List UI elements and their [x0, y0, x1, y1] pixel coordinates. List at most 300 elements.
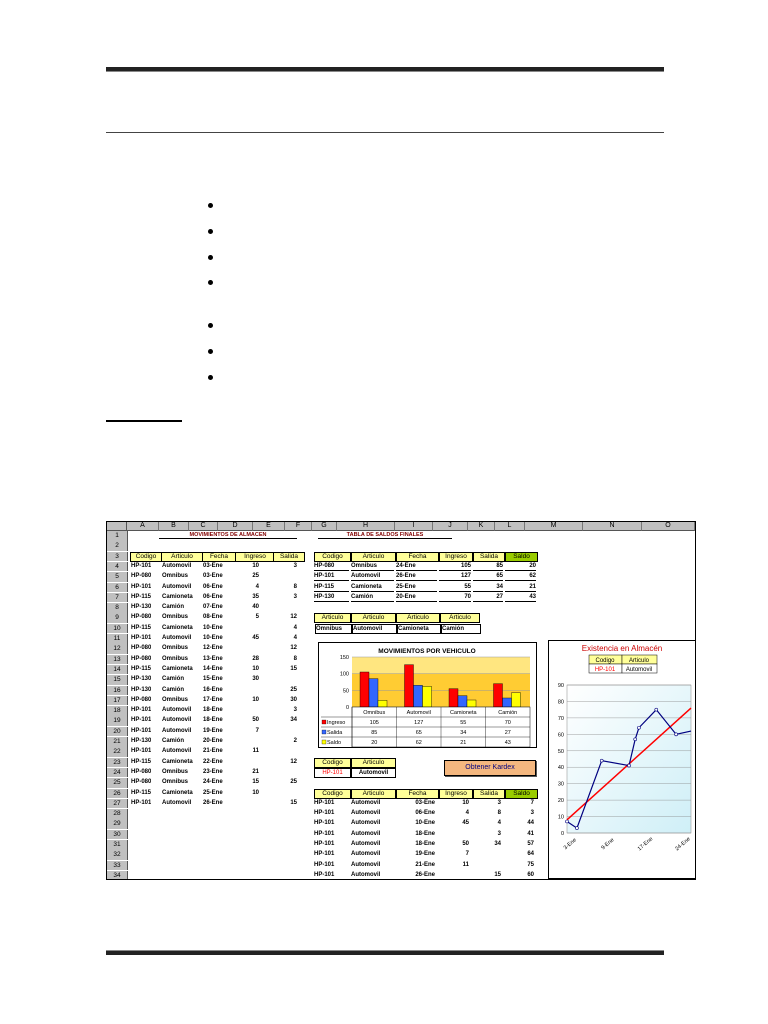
mov-cell: Camión	[162, 604, 185, 611]
bar-ingreso	[405, 665, 414, 707]
mov-cell: 15	[290, 799, 297, 806]
mov-cell: Camioneta	[162, 789, 193, 796]
mov-header-3: Ingreso	[235, 552, 275, 562]
mov-cell: 4	[255, 583, 259, 590]
row-header-24: 24	[107, 768, 128, 778]
mov-cell: Omnibus	[162, 768, 189, 775]
mov-cell: Automovil	[162, 717, 192, 724]
mov-cell: 15-Ene	[203, 676, 223, 683]
bar-saldo	[512, 693, 521, 707]
kardex-cell: 75	[527, 861, 534, 868]
mov-cell: 12	[290, 758, 297, 765]
mov-cell: Omnibus	[162, 573, 189, 580]
mov-cell: Omnibus	[162, 645, 189, 652]
articulo-header-0: Articulo	[314, 613, 351, 623]
kardex-cell: HP-101	[314, 841, 335, 847]
data-point	[628, 764, 631, 767]
plot-area	[567, 685, 691, 833]
mov-header-0: Codigo	[130, 552, 162, 562]
mov-cell: 3	[293, 562, 297, 569]
articulo-value-2: Camioneta	[397, 624, 441, 634]
mov-cell: 28	[252, 655, 259, 662]
kardex-cell: 41	[527, 830, 534, 837]
mov-cell: 12-Ene	[203, 645, 223, 652]
mov-cell: Omnibus	[162, 696, 189, 703]
row-header-12: 12	[107, 644, 128, 654]
column-header-I: I	[395, 522, 433, 531]
column-header-L: L	[495, 522, 525, 531]
mov-cell: 2	[293, 738, 297, 744]
saldo-cell: 21	[505, 583, 536, 592]
mov-cell: Camioneta	[162, 665, 193, 672]
saldo-cell: HP-115	[314, 583, 349, 592]
data-label: 65	[415, 730, 422, 736]
kardex-cell: HP-101	[314, 799, 335, 806]
mov-cell: 08-Ene	[203, 614, 223, 621]
row-header-30: 30	[107, 830, 128, 840]
bullet-6	[207, 348, 215, 356]
mov-cell: 10	[252, 696, 259, 703]
kardex-header-5: Saldo	[505, 789, 538, 799]
saldo-cell: 25-Ene	[396, 583, 437, 592]
mov-cell: Camioneta	[162, 593, 193, 600]
column-header-H: H	[337, 522, 395, 531]
row-header-7: 7	[107, 593, 128, 603]
mov-cell: Automovil	[162, 635, 192, 641]
mov-cell: HP-101	[131, 748, 152, 755]
y-tick-label: 10	[557, 814, 564, 821]
row-header-17: 17	[107, 696, 128, 706]
saldo-cell: HP-080	[314, 562, 349, 571]
articulo-label: Articulo	[628, 658, 650, 664]
mov-cell: HP-080	[131, 655, 152, 662]
mov-cell: 15	[252, 779, 259, 786]
saldo-cell: Omnibus	[351, 562, 394, 571]
bar-salida	[414, 685, 423, 707]
row-header-20: 20	[107, 727, 128, 737]
top-rule	[106, 67, 664, 72]
kardex-cell: 44	[527, 820, 534, 827]
mov-cell: HP-080	[131, 696, 152, 703]
column-header-N: N	[583, 522, 642, 531]
mov-cell: 18-Ene	[203, 707, 223, 714]
saldo-cell: Camión	[351, 593, 394, 602]
saldo-cell: 27	[473, 593, 503, 602]
kardex-cell: 19-Ene	[415, 851, 435, 858]
row-header-9: 9	[107, 613, 128, 623]
saldos-title: TABLA DE SALDOS FINALES	[318, 532, 452, 539]
kardex-cell: 03-Ene	[415, 799, 435, 806]
mov-cell: HP-080	[131, 779, 152, 786]
articulo-value: Automovil	[625, 667, 653, 673]
mov-cell: HP-101	[131, 717, 152, 724]
mov-cell: 34	[290, 717, 297, 724]
header-divider	[106, 132, 664, 133]
lookup-header-codigo: Codigo	[314, 758, 351, 768]
mov-header-2: Fecha	[202, 552, 236, 562]
saldo-header-3: Ingreso	[439, 552, 473, 562]
row-header-6: 6	[107, 583, 128, 593]
data-label: 105	[369, 720, 379, 726]
saldo-cell: 34	[473, 583, 503, 592]
bullet-7	[207, 374, 215, 382]
mov-cell: 10	[252, 789, 259, 796]
mov-cell: 7	[255, 727, 259, 734]
mov-cell: 21	[252, 768, 259, 775]
kardex-cell: 45	[462, 820, 469, 827]
mov-cell: HP-101	[131, 562, 152, 569]
kardex-cell: HP-101	[314, 861, 335, 868]
kardex-cell: HP-101	[314, 871, 335, 878]
plot-band	[352, 657, 530, 674]
mov-cell: 25-Ene	[203, 789, 223, 796]
data-label: 27	[504, 730, 511, 736]
mov-cell: 5	[255, 614, 259, 621]
x-tick-label: 3-Ene	[562, 837, 578, 852]
data-point	[566, 820, 569, 823]
bottom-rule	[106, 950, 664, 955]
mov-cell: Omnibus	[162, 779, 189, 786]
kardex-cell: 10	[462, 799, 469, 806]
data-point	[637, 726, 640, 729]
mov-cell: 22-Ene	[203, 758, 223, 765]
mov-cell: 15	[290, 665, 297, 672]
kardex-cell: 26-Ene	[415, 871, 435, 878]
mov-cell: 20-Ene	[203, 738, 223, 744]
kardex-cell: Automovil	[351, 851, 381, 858]
y-tick-label: 50	[342, 688, 349, 695]
column-header-A: A	[127, 522, 159, 531]
movimientos-title: MOVIMIENTOS DE ALMACEN	[159, 532, 297, 539]
mov-cell: 10-Ene	[203, 624, 223, 631]
saldo-cell: 55	[439, 583, 471, 592]
kardex-cell: 18-Ene	[415, 841, 435, 847]
mov-cell: 30	[290, 696, 297, 703]
mov-cell: 18-Ene	[203, 717, 223, 724]
kardex-cell: 06-Ene	[415, 810, 435, 817]
saldo-header-4: Salida	[473, 552, 505, 562]
kardex-cell: Automovil	[351, 810, 381, 817]
articulo-value-0: Omnibus	[315, 624, 352, 634]
data-point	[675, 733, 678, 736]
kardex-cell: Automovil	[351, 871, 381, 878]
row-header-16: 16	[107, 686, 128, 696]
data-label: 20	[371, 740, 378, 746]
saldo-cell: 70	[439, 593, 471, 602]
data-label: 127	[414, 720, 424, 726]
row-header-34: 34	[107, 871, 128, 880]
mov-cell: 8	[293, 655, 297, 662]
column-header-F: F	[285, 522, 312, 531]
row-header-1: 1	[107, 531, 128, 541]
mov-cell: 12	[290, 614, 297, 621]
kardex-cell: 11	[462, 861, 469, 868]
x-tick-label: 24-Ene	[674, 836, 692, 853]
row-header-2: 2	[107, 541, 128, 551]
category-label: Camioneta	[449, 710, 477, 716]
mov-cell: 25	[290, 686, 297, 693]
bar-saldo	[423, 686, 432, 707]
saldo-cell: 127	[439, 572, 471, 581]
mov-cell: 13-Ene	[203, 655, 223, 662]
mov-cell: Omnibus	[162, 614, 189, 621]
row-header-13: 13	[107, 655, 128, 665]
bar-salida	[369, 679, 378, 707]
mov-cell: HP-130	[131, 738, 152, 744]
row-header-19: 19	[107, 716, 128, 726]
data-point	[634, 738, 637, 741]
row-header-22: 22	[107, 747, 128, 757]
row-header-31: 31	[107, 840, 128, 850]
column-header-D: D	[218, 522, 253, 531]
mov-cell: Camioneta	[162, 758, 193, 765]
kardex-cell: 4	[465, 810, 469, 817]
mov-cell: HP-130	[131, 604, 152, 611]
mov-cell: Camión	[162, 738, 185, 744]
mov-cell: HP-101	[131, 727, 152, 734]
mov-cell: 25	[290, 779, 297, 786]
bar-salida	[503, 698, 512, 707]
column-header-O: O	[642, 522, 695, 531]
data-label: 62	[415, 740, 422, 746]
bar-saldo	[467, 700, 476, 707]
row-header-28: 28	[107, 809, 128, 819]
saldo-cell: 26-Ene	[396, 572, 437, 581]
legend-key	[322, 730, 326, 734]
mov-cell: Omnibus	[162, 655, 189, 662]
mov-cell: HP-130	[131, 676, 152, 683]
mov-cell: HP-115	[131, 758, 152, 765]
mov-cell: HP-080	[131, 614, 152, 621]
mov-cell: 50	[252, 717, 259, 724]
kardex-cell: 57	[527, 841, 534, 847]
row-header-26: 26	[107, 789, 128, 799]
row-header-33: 33	[107, 861, 128, 871]
kardex-cell: Automovil	[351, 799, 381, 806]
kardex-header-0: Codigo	[314, 789, 351, 799]
saldo-cell: HP-130	[314, 593, 349, 602]
mov-cell: HP-115	[131, 624, 152, 631]
mov-cell: 3	[293, 707, 297, 714]
bar-ingreso	[494, 684, 503, 707]
mov-cell: Automovil	[162, 707, 192, 714]
chart-title: MOVIMIENTOS POR VEHICULO	[378, 648, 476, 655]
line-chart-existencia	[548, 640, 696, 879]
kardex-cell: 4	[497, 820, 501, 827]
legend-key	[322, 740, 326, 744]
mov-cell: HP-080	[131, 768, 152, 775]
mov-cell: Automovil	[162, 583, 192, 590]
kardex-cell: 7	[530, 799, 534, 806]
y-tick-label: 70	[557, 715, 564, 722]
column-header-G: G	[312, 522, 337, 531]
y-tick-label: 60	[557, 732, 564, 739]
mov-cell: HP-080	[131, 573, 152, 580]
bar-salida	[458, 696, 467, 707]
y-tick-label: 50	[557, 748, 564, 755]
kardex-cell: 3	[497, 799, 501, 806]
row-header-5: 5	[107, 572, 128, 582]
bar-ingreso	[449, 689, 458, 707]
saldo-cell: 20	[505, 562, 536, 571]
saldo-header-2: Fecha	[396, 552, 439, 562]
codigo-label: Codigo	[595, 658, 615, 664]
mov-cell: 23-Ene	[203, 768, 223, 775]
data-label: 21	[460, 740, 467, 746]
mov-cell: 4	[293, 635, 297, 641]
mov-cell: HP-101	[131, 707, 152, 714]
kardex-cell: 60	[527, 871, 534, 878]
x-tick-label: 9-Ene	[600, 837, 616, 852]
y-tick-label: 0	[560, 831, 564, 837]
saldo-cell: 85	[473, 562, 503, 571]
column-header-M: M	[525, 522, 583, 531]
x-tick-label: 17-Ene	[636, 836, 655, 853]
mov-cell: Camioneta	[162, 624, 193, 631]
mov-cell: 03-Ene	[203, 562, 223, 569]
y-tick-label: 90	[557, 683, 564, 689]
mov-cell: Automovil	[162, 562, 192, 569]
mov-cell: 11	[252, 748, 259, 755]
legend-label: Ingreso	[327, 720, 346, 726]
saldo-cell: 62	[505, 572, 536, 581]
saldo-cell: Automovil	[351, 572, 394, 581]
kardex-header-4: Salida	[473, 789, 505, 799]
bar-chart-svg	[319, 643, 536, 747]
mov-cell: HP-101	[131, 799, 152, 806]
mov-cell: 25	[252, 573, 259, 580]
bullet-2	[207, 228, 215, 236]
data-point	[655, 708, 658, 711]
mov-cell: 16-Ene	[203, 686, 223, 693]
kardex-header-2: Fecha	[396, 789, 439, 799]
row-header-29: 29	[107, 819, 128, 829]
legend-label: Salida	[327, 730, 343, 736]
kardex-header-1: Articulo	[351, 789, 396, 799]
y-tick-label: 150	[339, 655, 349, 661]
saldo-header-0: Codigo	[314, 552, 351, 562]
lookup-codigo: HP-101	[314, 768, 351, 778]
mov-cell: 35	[252, 593, 259, 600]
row-header-8: 8	[107, 603, 128, 613]
kardex-cell: HP-101	[314, 830, 335, 837]
mov-cell: 03-Ene	[203, 573, 223, 580]
category-label: Camión	[498, 710, 518, 716]
kardex-cell: 21-Ene	[415, 861, 435, 868]
articulo-value-3: Camión	[441, 624, 481, 634]
mov-cell: 06-Ene	[203, 593, 223, 600]
mov-cell: 45	[252, 635, 259, 641]
saldo-header-5: Saldo	[505, 552, 538, 562]
row-header-15: 15	[107, 675, 128, 685]
row-header-4: 4	[107, 562, 128, 572]
kardex-cell: 18-Ene	[415, 830, 435, 837]
mov-cell: Automovil	[162, 727, 192, 734]
bullet-4	[207, 279, 215, 287]
data-point	[600, 759, 603, 762]
bullet-3	[207, 254, 215, 262]
kardex-cell: 64	[527, 851, 534, 858]
corner-cell	[107, 522, 127, 531]
data-label: 85	[371, 730, 378, 736]
kardex-cell: HP-101	[314, 851, 335, 858]
data-point	[575, 827, 578, 830]
kardex-cell: 34	[494, 841, 501, 847]
articulo-header-2: Articulo	[396, 613, 440, 623]
saldo-cell: 24-Ene	[396, 562, 437, 571]
row-header-25: 25	[107, 778, 128, 788]
articulo-header-3: Articulo	[440, 613, 480, 623]
mov-cell: Automovil	[162, 748, 192, 755]
y-tick-label: 20	[557, 798, 564, 805]
row-header-27: 27	[107, 799, 128, 809]
kardex-cell: 7	[465, 851, 469, 858]
data-label: 34	[460, 730, 467, 736]
mov-cell: 21-Ene	[203, 748, 223, 755]
mov-cell: 26-Ene	[203, 799, 223, 806]
mov-cell: Camión	[162, 676, 185, 683]
saldo-cell: 105	[439, 562, 471, 571]
mov-cell: Camión	[162, 686, 185, 693]
y-tick-label: 40	[557, 765, 564, 772]
lookup-articulo: Automovil	[351, 768, 396, 778]
codigo-value: HP-101	[594, 667, 616, 673]
row-header-3: 3	[107, 552, 128, 562]
saldo-header-1: Articulo	[351, 552, 396, 562]
y-tick-label: 100	[339, 671, 349, 678]
mov-cell: 24-Ene	[203, 779, 223, 786]
mov-cell: HP-130	[131, 686, 152, 693]
mov-cell: 10	[252, 562, 259, 569]
data-label: 70	[504, 720, 511, 726]
mov-cell: 10	[252, 665, 259, 672]
saldo-cell: 43	[505, 593, 536, 602]
mov-cell: HP-080	[131, 645, 152, 652]
column-header-K: K	[468, 522, 495, 531]
kardex-cell: 8	[497, 810, 501, 817]
mov-cell: 30	[252, 676, 259, 683]
mov-cell: 07-Ene	[203, 604, 223, 611]
bar-ingreso	[360, 672, 369, 707]
obtener-kardex-button[interactable]: Obtener Kardex	[444, 760, 536, 776]
bar-chart-movimientos	[318, 642, 537, 748]
category-label: Automovil	[406, 710, 431, 716]
kardex-cell: Automovil	[351, 820, 381, 827]
row-header-23: 23	[107, 758, 128, 768]
chart-title: Existencia en Almacén	[581, 644, 663, 653]
mov-cell: 3	[293, 593, 297, 600]
kardex-header-3: Ingreso	[439, 789, 473, 799]
legend-label: Saldo	[327, 740, 342, 746]
mov-cell: HP-115	[131, 789, 152, 796]
row-header-21: 21	[107, 737, 128, 747]
kardex-cell: HP-101	[314, 820, 335, 827]
saldo-cell: HP-101	[314, 572, 349, 581]
mov-cell: HP-101	[131, 583, 152, 590]
mov-cell: 06-Ene	[203, 583, 223, 590]
kardex-cell: 3	[497, 830, 501, 837]
saldo-cell: 65	[473, 572, 503, 581]
kardex-cell: 3	[530, 810, 534, 817]
row-header-18: 18	[107, 706, 128, 716]
row-header-11: 11	[107, 634, 128, 644]
section-underline	[106, 420, 182, 422]
y-tick-label: 30	[557, 781, 564, 788]
data-label: 43	[504, 740, 511, 746]
kardex-cell: 10-Ene	[415, 820, 435, 827]
mov-cell: 14-Ene	[203, 665, 223, 672]
kardex-cell: 15	[494, 871, 501, 878]
